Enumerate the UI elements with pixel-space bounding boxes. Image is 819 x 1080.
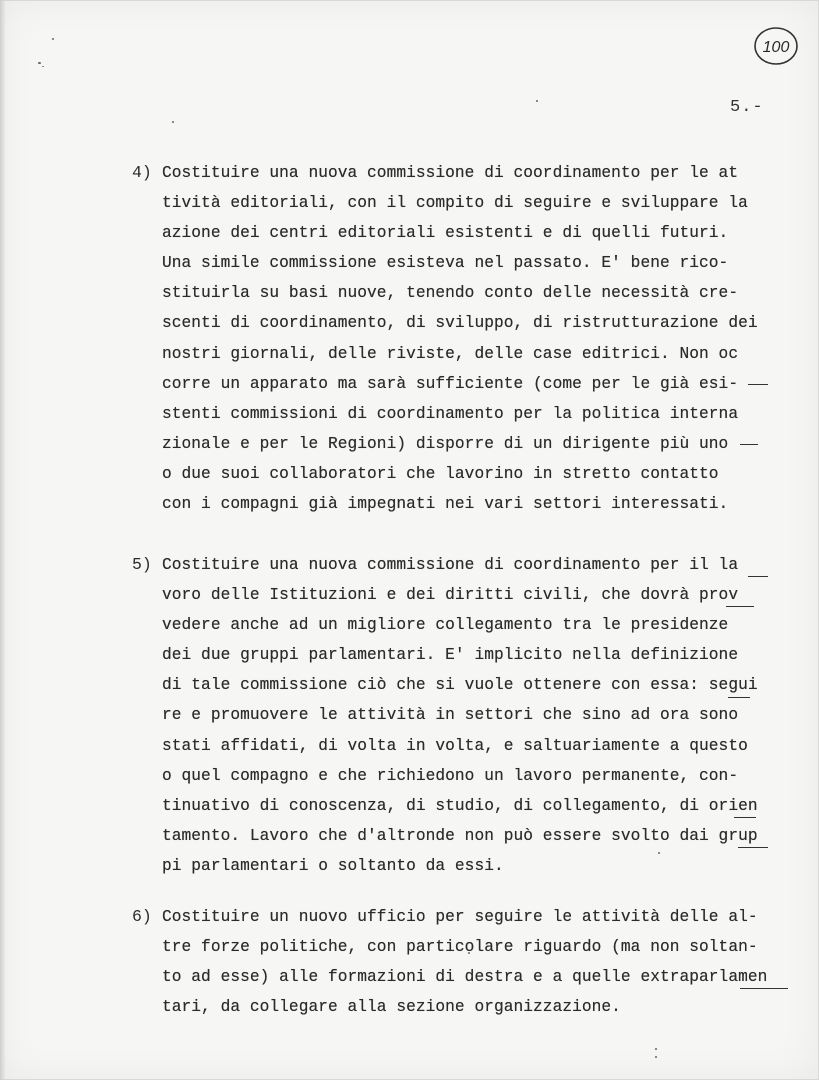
text-line: corre un apparato ma sarà sufficiente (come per le già esi- bbox=[162, 374, 739, 393]
text-line: tività editoriali, con il compito di seguire e sviluppare la bbox=[162, 194, 748, 213]
folio-stamp-text: 100 bbox=[762, 39, 790, 56]
text-line: tamento. Lavoro che d'altronde non può essere svolto dai grup bbox=[162, 826, 758, 845]
text-line: tre forze politiche, con particolare riguardo (ma non soltan- bbox=[162, 938, 758, 957]
underline-mark bbox=[748, 384, 768, 385]
scan-speck bbox=[536, 100, 538, 102]
scan-speck bbox=[655, 1048, 657, 1050]
text-line: di tale commissione ciò che si vuole ottenere con essa: segui bbox=[162, 676, 758, 695]
folio-stamp-circle bbox=[752, 24, 800, 68]
underline-mark bbox=[748, 576, 768, 577]
text-line: tari, da collegare alla sezione organizzazione. bbox=[162, 998, 621, 1017]
text-line: pi parlamentari o soltanto da essi. bbox=[162, 856, 504, 875]
text-line: Costituire un nuovo ufficio per seguire le attività delle al- bbox=[162, 908, 758, 926]
scan-speck bbox=[42, 66, 44, 67]
text-line: stenti commissioni di coordinamento per la politica interna bbox=[162, 404, 739, 423]
underline-mark bbox=[738, 847, 768, 848]
item-text bbox=[162, 550, 792, 881]
underline-mark bbox=[740, 988, 788, 989]
text-line: voro delle Istituzioni e dei diritti civili, che dovrà prov bbox=[162, 586, 739, 605]
item-marker: 6) bbox=[132, 907, 152, 926]
text-line: Costituire una nuova commissione di coordinamento per il la bbox=[162, 556, 739, 574]
text-line: nostri giornali, delle riviste, delle case editrici. Non oc bbox=[162, 344, 739, 363]
item-marker: 5) bbox=[132, 555, 152, 574]
page-number: 5.- bbox=[730, 98, 764, 117]
text-line: o due suoi collaboratori che lavorino in stretto contatto bbox=[162, 464, 719, 483]
text-line: Costituire una nuova commissione di coordinamento per le at bbox=[162, 164, 739, 182]
text-line: o quel compagno e che richiedono un lavoro permanente, con- bbox=[162, 766, 739, 785]
item-text bbox=[162, 158, 792, 519]
text-line: con i compagni già impegnati nei vari settori interessati. bbox=[162, 495, 729, 514]
text-line: stituirla su basi nuove, tenendo conto delle necessità cre- bbox=[162, 284, 739, 303]
text-line: stati affidati, di volta in volta, e saltuariamente a questo bbox=[162, 736, 748, 755]
text-line: re e promuovere le attività in settori che sino ad ora sono bbox=[162, 706, 739, 725]
scan-speck bbox=[655, 1056, 657, 1058]
text-line: dei due gruppi parlamentari. E' implicito nella definizione bbox=[162, 646, 739, 665]
scan-speck bbox=[52, 38, 54, 40]
scan-shadow bbox=[0, 0, 6, 1080]
text-line: zionale e per le Regioni) disporre di un dirigente più uno bbox=[162, 434, 729, 453]
text-line: azione dei centri editoriali esistenti e di quelli futuri. bbox=[162, 224, 729, 243]
text-line: to ad esse) alle formazioni di destra e a quelle extraparlamen bbox=[162, 968, 768, 987]
scan-speck bbox=[38, 62, 41, 64]
item-text bbox=[162, 902, 792, 1022]
underline-mark bbox=[726, 606, 754, 607]
text-line: tinuativo di conoscenza, di studio, di collegamento, di orien bbox=[162, 796, 758, 815]
text-line: scenti di coordinamento, di sviluppo, di ristrutturazione dei bbox=[162, 314, 758, 333]
text-line: Una simile commissione esisteva nel passato. E' bene rico- bbox=[162, 254, 729, 273]
text-line: vedere anche ad un migliore collegamento tra le presidenze bbox=[162, 616, 729, 635]
item-marker: 4) bbox=[132, 163, 152, 182]
folio-stamp bbox=[752, 24, 800, 68]
scan-speck bbox=[172, 121, 174, 123]
underline-mark bbox=[734, 817, 756, 818]
underline-mark bbox=[740, 444, 758, 445]
underline-mark bbox=[728, 697, 750, 698]
